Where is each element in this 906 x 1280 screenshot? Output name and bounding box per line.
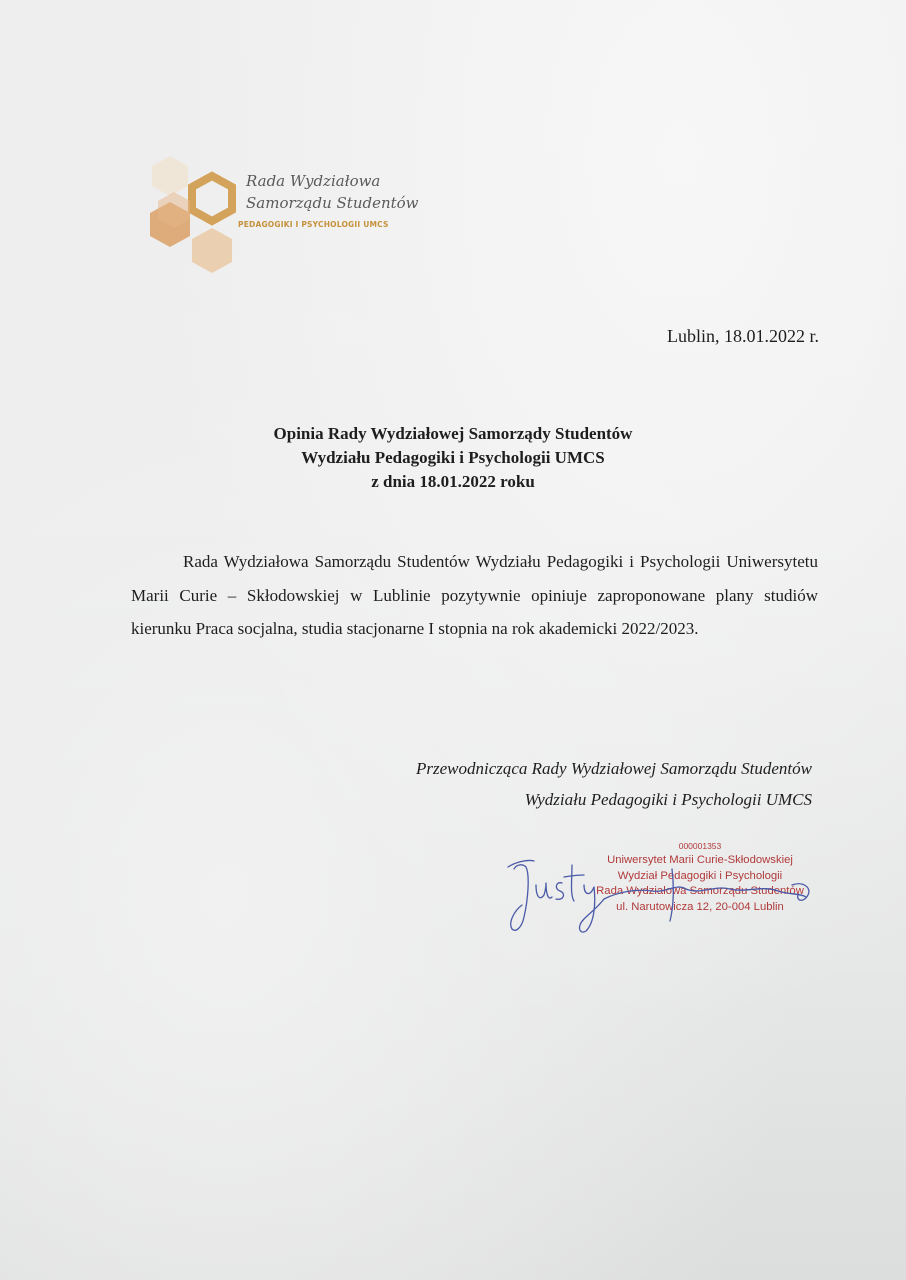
body-paragraph: Rada Wydziałowa Samorządu Studentów Wydziału Pedagogiki i Psychologii Uniwersytetu Marii Curie – Skłodowskiej w Lublinie pozytywnie opiniuje zaproponowane plany studiów kierunku Praca socjalna, studia stacjonarne I stopnia na rok akademicki 2022/2023. — [131, 552, 818, 638]
title-line-2: Wydziału Pedagogiki i Psychologii UMCS — [301, 448, 605, 467]
title-line-1: Opinia Rady Wydziałowej Samorządy Studentów — [273, 424, 633, 443]
document-date: Lublin, 18.01.2022 r. — [667, 326, 819, 346]
title-line-3: z dnia 18.01.2022 roku — [371, 472, 535, 491]
stamp-line-3: Rada Wydziałowa Samorządu Studentów — [596, 885, 804, 897]
letterhead-logo — [140, 150, 419, 280]
letterhead-line-2: Samorządu Studentów — [246, 194, 419, 212]
hexagon-logo-icon — [140, 150, 250, 280]
handwritten-signature-icon — [500, 845, 830, 940]
letterhead-line-3: PEDAGOGIKI I PSYCHOLOGII UMCS — [238, 220, 389, 229]
letterhead-line-1: Rada Wydziałowa — [246, 172, 381, 190]
stamp-line-1: Uniwersytet Marii Curie-Skłodowskiej — [607, 854, 793, 866]
stamp-number: 000001353 — [678, 841, 722, 851]
stamp-line-4: ul. Narutowicza 12, 20-004 Lublin — [616, 900, 784, 913]
signature-role-line-1: Przewodnicząca Rady Wydziałowej Samorządu Studentów — [415, 759, 812, 778]
stamp-line-2: Wydział Pedagogiki i Psychologii — [617, 869, 783, 882]
signature-role-line-2: Wydziału Pedagogiki i Psychologii UMCS — [524, 790, 812, 809]
